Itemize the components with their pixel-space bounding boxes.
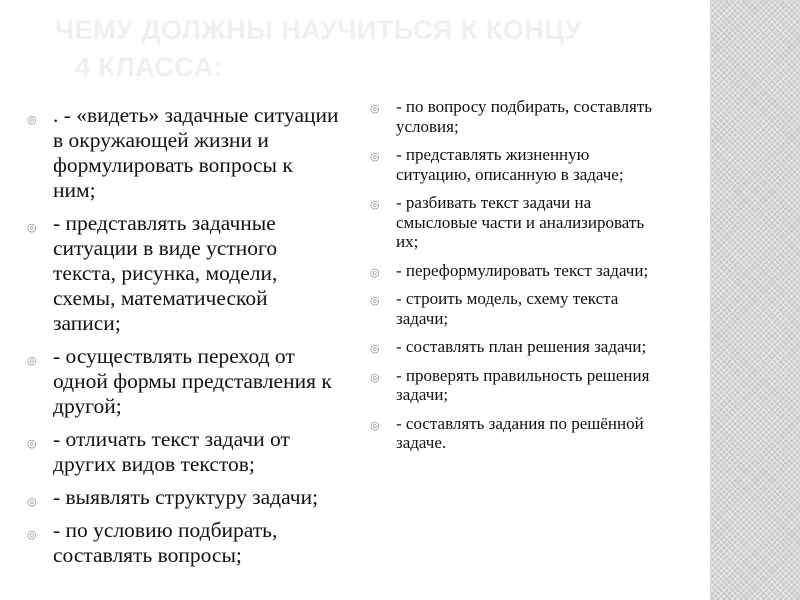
ring-bullet-icon: ◎	[27, 354, 37, 367]
list-item-text: - выявлять структуру задачи;	[53, 485, 319, 509]
list-item-text: - представлять задачные ситуации в виде устного текста, рисунка, модели, схемы, математической записи;	[53, 211, 278, 335]
list-item	[24, 427, 339, 477]
list-item-text: - разбивать текст задачи на смысловые части и анализировать их;	[396, 193, 645, 251]
list-item-text: - составлять задания по решённой задаче.	[396, 413, 644, 452]
decorative-side-stripe	[710, 0, 800, 600]
list-item	[367, 289, 667, 328]
list-item	[24, 211, 339, 336]
list-item-text: - осуществлять переход от одной формы представления к другой;	[53, 344, 332, 418]
ring-bullet-icon: ◎	[370, 418, 380, 432]
ring-bullet-icon: ◎	[27, 221, 37, 234]
list-item	[367, 366, 667, 405]
list-item-text: . - «видеть» задачные ситуации в окружающей жизни и формулировать вопросы к ним;	[53, 103, 339, 202]
slide-title	[55, 12, 695, 86]
list-item	[24, 344, 339, 419]
list-item-text: - строить модель, схему текста задачи;	[396, 289, 619, 328]
ring-bullet-icon: ◎	[27, 437, 37, 450]
list-item-text: - отличать текст задачи от других видов текстов;	[53, 427, 290, 476]
ring-bullet-icon: ◎	[370, 102, 380, 115]
list-item	[24, 103, 339, 203]
list-item	[24, 518, 339, 568]
ring-bullet-icon: ◎	[370, 342, 380, 355]
list-item	[367, 145, 667, 184]
ring-bullet-icon: ◎	[370, 294, 380, 307]
ring-bullet-icon: ◎	[27, 528, 37, 541]
ring-bullet-icon: ◎	[370, 198, 380, 211]
ring-bullet-icon: ◎	[370, 370, 380, 384]
title-line-2: 4 КЛАССА:	[75, 52, 224, 82]
list-item	[367, 97, 667, 136]
list-item-text: - по вопросу подбирать, составлять условия;	[396, 97, 653, 136]
ring-bullet-icon: ◎	[370, 150, 380, 163]
title-line-1: ЧЕМУ ДОЛЖНЫ НАУЧИТЬСЯ К КОНЦУ	[55, 15, 582, 45]
list-item	[367, 261, 667, 281]
list-item-text: - проверять правильность решения задачи;	[396, 365, 650, 404]
list-item-text: - составлять план решения задачи;	[396, 337, 647, 356]
list-item-text: - представлять жизненную ситуацию, описанную в задаче;	[396, 145, 624, 184]
list-item	[24, 485, 339, 510]
list-item	[367, 414, 667, 453]
ring-bullet-icon: ◎	[370, 265, 380, 279]
ring-bullet-icon: ◎	[27, 113, 37, 126]
ring-bullet-icon: ◎	[27, 495, 37, 508]
right-bullet-list	[367, 97, 667, 462]
list-item-text: - переформулировать текст задачи;	[396, 260, 649, 280]
list-item-text: - по условию подбирать, составлять вопросы;	[53, 518, 278, 567]
left-bullet-list	[24, 103, 339, 576]
list-item	[367, 337, 667, 357]
list-item	[367, 193, 667, 252]
